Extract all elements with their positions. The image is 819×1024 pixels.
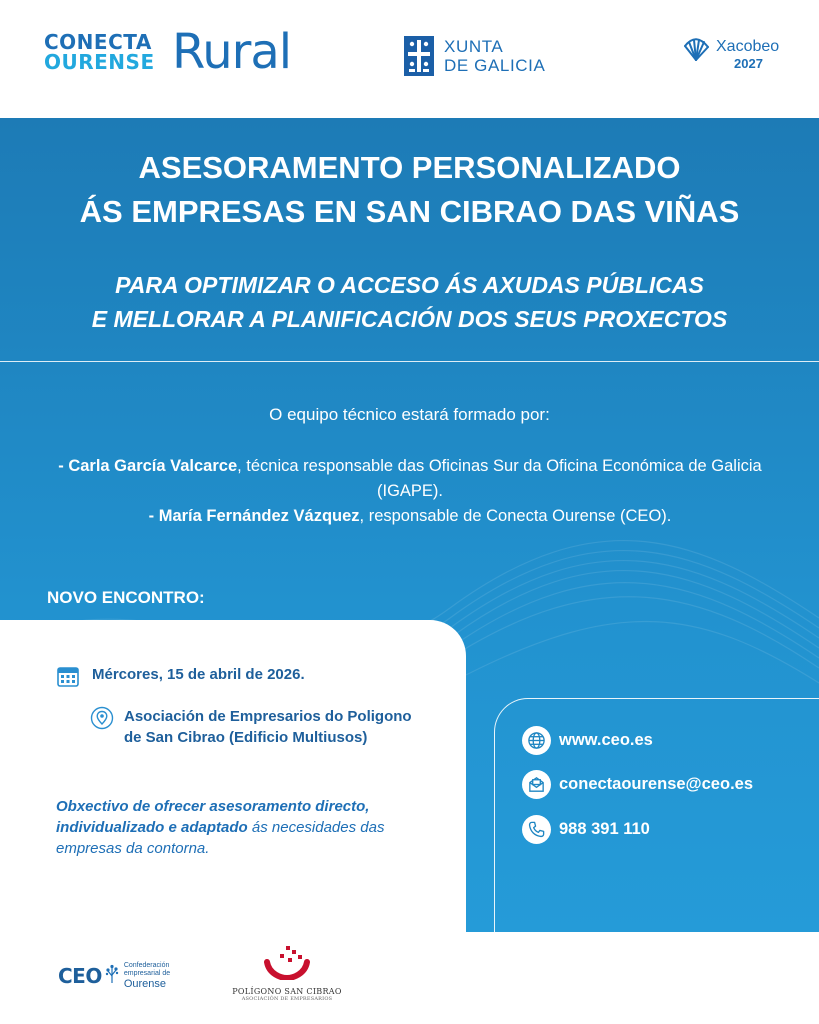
conecta-word: CONECTA — [44, 30, 152, 54]
event-place-line2: de San Cibrao (Edificio Multiusos) — [124, 729, 368, 746]
ceo-logo — [58, 962, 170, 990]
ceo-word: CEO — [58, 964, 102, 988]
event-objective: Obxectivo de ofrecer asesoramento directo, individualizado e adaptado ás necesidades das empresas da contorna. — [56, 798, 385, 857]
header — [0, 0, 819, 118]
contact-email[interactable] — [522, 770, 753, 799]
poligono-san-cibrao-logo — [232, 944, 342, 1002]
event-date-row — [56, 664, 305, 688]
rural-word: Rural — [172, 24, 292, 80]
page-subtitle: PARA OPTIMIZAR O ACCESO ÁS AXUDAS PÚBLICAS E MELLORAR A PLANIFICACIÓN DOS SEUS PROXECTOS — [91, 272, 728, 332]
team-member-2: - María Fernández Vázquez, responsable de Conecta Ourense (CEO). — [148, 507, 672, 525]
xacobeo-logo — [682, 38, 779, 72]
xunta-word: XUNTA — [444, 37, 504, 56]
de-galicia-word: DE GALICIA — [444, 56, 546, 75]
contact-phone[interactable] — [522, 815, 650, 844]
ceo-sub-2: empresarial de — [123, 970, 171, 977]
ceo-tree-icon — [104, 964, 120, 989]
contact-email-text[interactable]: conectaourense@ceo.es — [559, 775, 754, 793]
phone-icon — [522, 815, 551, 844]
email-icon — [522, 770, 551, 799]
team-member-1: - Carla García Valcarce, técnica responsable das Oficinas Sur da Oficina Económica de Galicia (IGAPE). — [58, 457, 762, 500]
banner-divider — [0, 361, 819, 362]
ceo-sub-1: Confederación — [123, 962, 170, 969]
poligono-emblem-icon — [261, 967, 313, 984]
team-intro: O equipo técnico estará formado por: — [269, 405, 550, 424]
ourense-word: OURENSE — [44, 50, 155, 74]
event-place-line1: Asociación de Empresarios do Poligono — [124, 708, 412, 725]
conecta-ourense-rural-logo — [44, 24, 292, 80]
xacobeo-word: Xacobeo — [716, 38, 780, 55]
event-date: Mércores, 15 de abril de 2026. — [92, 666, 305, 683]
xacobeo-shell-icon — [682, 38, 710, 67]
xacobeo-year: 2027 — [734, 56, 763, 71]
globe-icon — [522, 726, 551, 755]
xunta-flag-icon — [404, 36, 434, 76]
novo-encontro-label: NOVO ENCONTRO: — [47, 588, 205, 607]
ceo-sub-3: Ourense — [123, 978, 167, 990]
contact-web[interactable] — [522, 726, 653, 755]
contact-web-text[interactable]: www.ceo.es — [559, 731, 653, 749]
xunta-de-galicia-logo — [404, 36, 545, 76]
team-list — [40, 454, 780, 529]
poligono-name: POLÍGONO SAN CIBRAO — [232, 987, 342, 996]
page-title: ASESORAMENTO PERSONALIZADO ÁS EMPRESAS EN SAN CIBRAO DAS VIÑAS — [79, 150, 740, 229]
event-place-row — [90, 706, 412, 748]
contact-phone-text[interactable]: 988 391 110 — [559, 820, 650, 838]
calendar-icon — [56, 664, 80, 688]
poligono-sub: ASOCIACIÓN DE EMPRESARIOS — [241, 996, 333, 1002]
location-pin-icon — [90, 706, 114, 730]
